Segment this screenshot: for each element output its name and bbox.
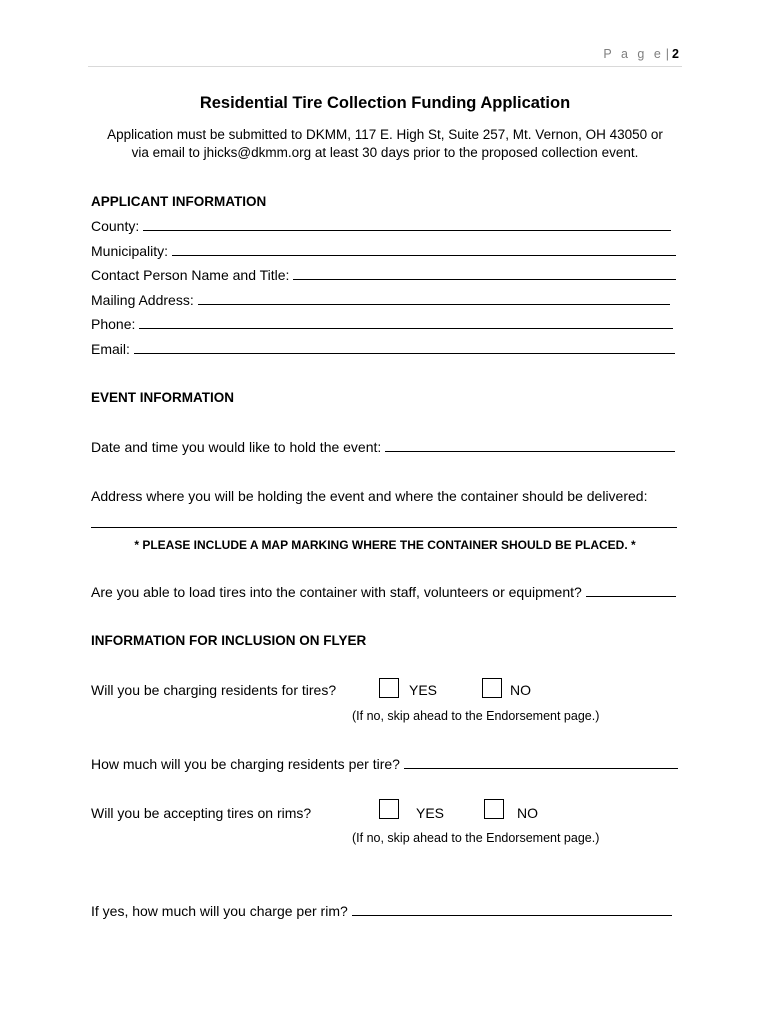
header-divider	[88, 66, 682, 67]
mailing-address-blank[interactable]	[198, 292, 670, 305]
form-title: Residential Tire Collection Funding Application	[199, 94, 571, 112]
map-note: * PLEASE INCLUDE A MAP MARKING WHERE THE CONTAINER SHOULD BE PLACED. *	[134, 538, 636, 552]
contact-blank[interactable]	[293, 267, 676, 280]
county-blank[interactable]	[143, 218, 671, 231]
county-label: County:	[91, 218, 140, 234]
per-rim-blank[interactable]	[352, 903, 672, 916]
email-field[interactable]	[91, 341, 675, 357]
load-tires-blank[interactable]	[586, 584, 676, 597]
per-rim-field[interactable]	[91, 903, 672, 919]
page-label: P a g e	[603, 47, 664, 61]
page-separator: |	[665, 47, 670, 61]
rims-skip-note: (If no, skip ahead to the Endorsement page.)	[352, 831, 600, 845]
intro-line-1: Application must be submitted to DKMM, 117 E. High St, Suite 257, Mt. Vernon, OH 43050 or	[107, 127, 663, 142]
contact-label: Contact Person Name and Title:	[91, 267, 290, 283]
per-rim-label: If yes, how much will you charge per rim?	[91, 903, 348, 919]
flyer-heading: INFORMATION FOR INCLUSION ON FLYER	[91, 633, 367, 648]
phone-field[interactable]	[91, 316, 673, 332]
municipality-field[interactable]	[91, 243, 676, 259]
mailing-address-label: Mailing Address:	[91, 292, 194, 308]
page-number	[603, 47, 679, 61]
phone-blank[interactable]	[139, 316, 673, 329]
intro-line-2: via email to jhicks@dkmm.org at least 30 days prior to the proposed collection event.	[131, 145, 639, 160]
per-tire-blank[interactable]	[404, 756, 678, 769]
contact-field[interactable]	[91, 267, 676, 283]
event-address-label: Address where you will be holding the event and where the container should be delivered:	[91, 488, 648, 504]
per-tire-field[interactable]	[91, 756, 678, 772]
county-field[interactable]	[91, 218, 671, 234]
charging-yes-checkbox[interactable]	[379, 678, 399, 698]
per-tire-label: How much will you be charging residents per tire?	[91, 756, 400, 772]
event-address-blank[interactable]	[91, 527, 677, 528]
email-blank[interactable]	[134, 341, 675, 354]
rims-question: Will you be accepting tires on rims?	[91, 805, 312, 821]
municipality-blank[interactable]	[172, 243, 676, 256]
charging-skip-note: (If no, skip ahead to the Endorsement page.)	[352, 709, 600, 723]
phone-label: Phone:	[91, 316, 136, 332]
rims-no-label: NO	[517, 805, 538, 821]
applicant-heading: APPLICANT INFORMATION	[91, 194, 267, 209]
date-time-field[interactable]	[91, 439, 675, 455]
email-label: Email:	[91, 341, 130, 357]
rims-no-checkbox[interactable]	[484, 799, 504, 819]
charging-question: Will you be charging residents for tires?	[91, 682, 337, 698]
date-time-label: Date and time you would like to hold the event:	[91, 439, 382, 455]
rims-yes-checkbox[interactable]	[379, 799, 399, 819]
charging-no-checkbox[interactable]	[482, 678, 502, 698]
charging-yes-label: YES	[409, 682, 438, 698]
load-tires-field[interactable]	[91, 584, 676, 600]
charging-no-label: NO	[510, 682, 531, 698]
event-heading: EVENT INFORMATION	[91, 390, 234, 405]
load-tires-label: Are you able to load tires into the container with staff, volunteers or equipment?	[91, 584, 582, 600]
mailing-address-field[interactable]	[91, 292, 670, 308]
municipality-label: Municipality:	[91, 243, 169, 259]
page-number-value: 2	[672, 47, 679, 61]
rims-yes-label: YES	[416, 805, 445, 821]
date-time-blank[interactable]	[385, 439, 675, 452]
